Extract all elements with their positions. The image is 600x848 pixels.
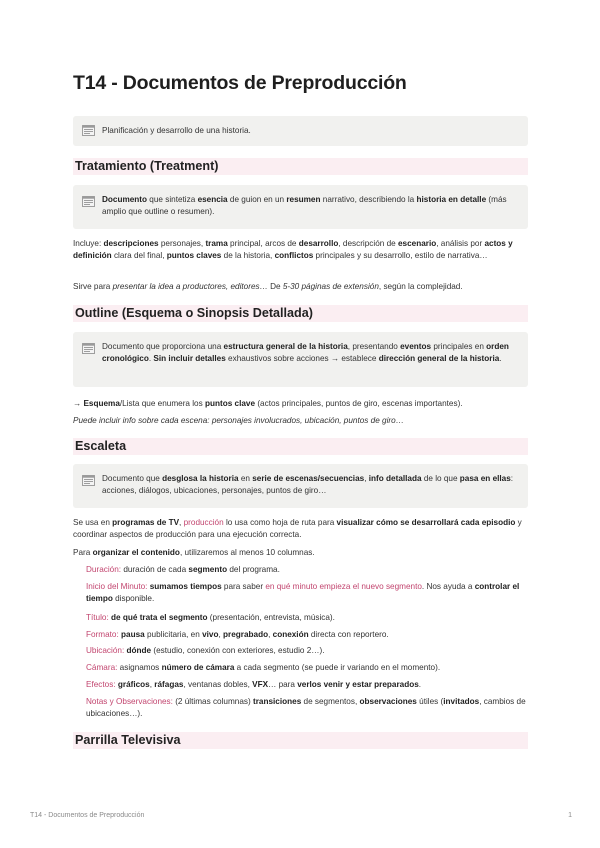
column-item-inicio: Inicio del Minuto: sumamos tiempos para saber en qué minuto empieza el nuevo segmento. Nos ayuda a controlar el tiempo disponible. — [86, 582, 520, 603]
heading-outline: Outline (Esquema o Sinopsis Detallada) — [73, 305, 528, 322]
outline-scheme: → Esquema/Lista que enumera los puntos clave (actos principales, puntos de giro, escenas importantes). — [73, 399, 463, 408]
footer-label: T14 - Documentos de Preproducción — [30, 812, 145, 819]
memo-icon — [82, 343, 95, 354]
escaleta-columns-intro: Para organizar el contenido, utilizaremos al menos 10 columnas. — [73, 548, 315, 557]
page-footer — [30, 812, 572, 819]
page-title: T14 - Documentos de Preproducción — [73, 72, 407, 94]
escaleta-definition: Documento que desglosa la historia en serie de escenas/secuencias, info detallada de lo que pasa en ellas: acciones, diálogos, ubicaciones, personajes, puntos de giro… — [102, 474, 514, 496]
column-item-ubicacion: Ubicación: dónde (estudio, conexión con exteriores, estudio 2…). — [86, 646, 325, 655]
heading-tratamiento: Tratamiento (Treatment) — [73, 158, 528, 175]
column-item-notas: Notas y Observaciones: (2 últimas columnas) transiciones de segmentos, observaciones útiles (invitados, cambios de ubicaciones…). — [86, 697, 526, 718]
heading-parrilla: Parrilla Televisiva — [73, 732, 528, 749]
heading-escaleta: Escaleta — [73, 438, 528, 455]
column-item-titulo: Título: de qué trata el segmento (presentación, entrevista, música). — [86, 613, 335, 622]
memo-icon — [82, 475, 95, 486]
intro-text: Planificación y desarrollo de una historia. — [102, 126, 251, 135]
memo-icon — [82, 196, 95, 207]
outline-note: Puede incluir info sobre cada escena: personajes involucrados, ubicación, puntos de giro… — [73, 416, 404, 425]
outline-definition: Documento que proporciona una estructura general de la historia, presentando eventos principales en orden cronológico. Sin incluir detalles exhaustivos sobre acciones → establece dirección general de la historia. — [102, 342, 509, 364]
treatment-includes: Incluye: descripciones personajes, trama principal, arcos de desarrollo, descripción de escenario, análisis por actos y definición clara del final, puntos claves de la historia, conflictos principales y su desarrollo, estilo de narrativa… — [73, 239, 513, 260]
outline-callout — [73, 332, 528, 387]
column-item-camara: Cámara: asignamos número de cámara a cada segmento (se puede ir variando en el momento). — [86, 663, 441, 672]
treatment-definition: Documento que sintetiza esencia de guion en un resumen narrativo, describiendo la historia en detalle (más amplio que outline o resumen). — [102, 195, 507, 217]
column-item-formato: Formato: pausa publicitaria, en vivo, pregrabado, conexión directa con reportero. — [86, 630, 389, 639]
escaleta-callout — [73, 464, 528, 508]
column-item-duracion: Duración: duración de cada segmento del programa. — [86, 565, 280, 574]
treatment-purpose: Sirve para presentar la idea a productores, editores… De 5-30 páginas de extensión, según la complejidad. — [73, 282, 463, 291]
memo-icon — [82, 125, 95, 136]
escaleta-usage: Se usa en programas de TV, producción lo usa como hoja de ruta para visualizar cómo se desarrollará cada episodio y coordinar aspectos de producción para una ejecución correcta. — [73, 518, 522, 539]
column-item-efectos: Efectos: gráficos, ráfagas, ventanas dobles, VFX… para verlos venir y estar preparados. — [86, 680, 422, 689]
page-number: 1 — [568, 812, 572, 819]
intro-callout — [73, 116, 528, 146]
treatment-callout — [73, 185, 528, 229]
